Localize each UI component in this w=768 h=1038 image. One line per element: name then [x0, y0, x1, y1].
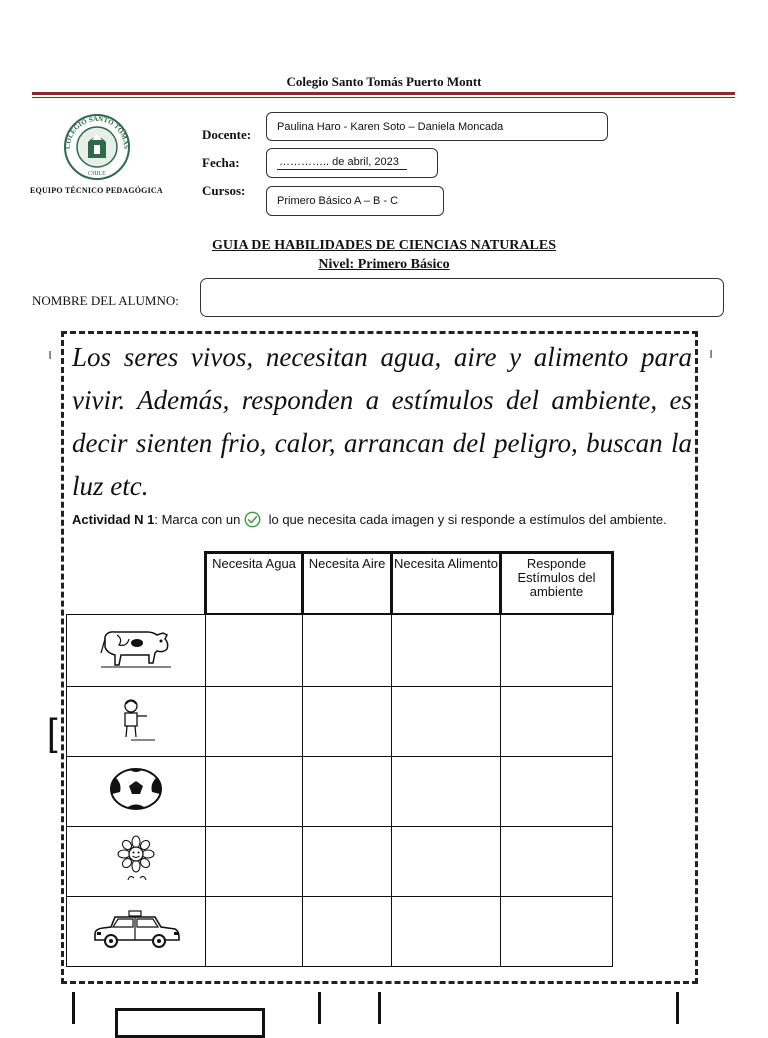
check-circle-icon	[244, 511, 261, 528]
row-image-cell	[67, 756, 206, 826]
table-row	[67, 686, 613, 756]
bottom-rule-3	[378, 992, 381, 1024]
cursos-label: Cursos:	[202, 183, 246, 198]
header-rule	[32, 92, 735, 98]
student-name-field[interactable]	[200, 278, 724, 317]
stray-mark-right: ı	[709, 345, 714, 362]
row-image-cell	[67, 896, 206, 966]
cell-agua[interactable]	[206, 614, 303, 686]
row-image-cell	[67, 614, 206, 686]
bottom-rule-4	[676, 992, 679, 1024]
row-image-cell	[67, 826, 206, 896]
cell-estimulos[interactable]	[501, 896, 613, 966]
school-title: Colegio Santo Tomás Puerto Montt	[286, 74, 482, 89]
bottom-rule-2	[318, 992, 321, 1024]
guide-title: GUIA DE HABILIDADES DE CIENCIAS NATURALES	[212, 238, 556, 253]
stray-mark-left: ı	[48, 346, 53, 363]
docente-label: Docente:	[202, 127, 252, 142]
cell-estimulos[interactable]	[501, 686, 613, 756]
logo-arc-text: COLEGIO SANTO TOMÁS	[63, 114, 131, 150]
bottom-box	[115, 1008, 265, 1038]
team-label: EQUIPO TÉCNICO PEDAGÓGICA	[30, 186, 163, 195]
row-image-cell	[67, 686, 206, 756]
cell-alimento[interactable]	[392, 896, 501, 966]
col-header-agua: Necesita Agua	[206, 553, 303, 615]
activity-instruction	[72, 511, 692, 528]
cell-alimento[interactable]	[392, 686, 501, 756]
cursos-field[interactable]	[266, 186, 444, 216]
docente-value: Paulina Haro - Karen Soto – Daniela Moncada	[277, 120, 504, 133]
table-header-row	[67, 553, 613, 615]
instruction-pre: : Marca con un	[154, 512, 241, 527]
cell-alimento[interactable]	[392, 614, 501, 686]
cell-aire[interactable]	[303, 686, 392, 756]
fecha-blank: …………..	[279, 156, 330, 168]
cell-alimento[interactable]	[392, 826, 501, 896]
cell-aire[interactable]	[303, 826, 392, 896]
fecha-field[interactable]	[266, 148, 438, 178]
school-logo	[50, 112, 144, 182]
table-row	[67, 826, 613, 896]
fecha-value-line	[277, 156, 407, 170]
fecha-label: Fecha:	[202, 155, 240, 170]
cursive-paragraph: Los seres vivos, necesitan agua, aire y alimento para vivir. Además, responden a estímulos del ambiente, es decir sienten frio, calor, arrancan del peligro, buscan la luz etc.	[72, 342, 692, 501]
child-icon	[111, 694, 161, 744]
bottom-rule-1	[72, 992, 75, 1024]
cell-estimulos[interactable]	[501, 756, 613, 826]
cell-agua[interactable]	[206, 896, 303, 966]
col-header-alimento: Necesita Alimento	[392, 553, 501, 615]
table-row	[67, 896, 613, 966]
table-row	[67, 756, 613, 826]
cell-aire[interactable]	[303, 614, 392, 686]
sunflower-icon	[114, 834, 158, 884]
col-header-estimulos: Responde Estímulos del ambiente	[501, 553, 613, 615]
fecha-value: de abril, 2023	[329, 156, 399, 168]
cell-alimento[interactable]	[392, 756, 501, 826]
instruction-post: lo que necesita cada imagen y si responde a estímulos del ambiente.	[264, 512, 667, 527]
cell-aire[interactable]	[303, 756, 392, 826]
cursos-value: Primero Básico A – B - C	[277, 195, 399, 207]
table-corner	[67, 553, 206, 615]
cow-icon	[97, 623, 175, 673]
soccer-ball-icon	[108, 766, 164, 812]
docente-field[interactable]	[266, 112, 608, 141]
activity-table	[66, 551, 614, 967]
cell-estimulos[interactable]	[501, 826, 613, 896]
logo-country-text: CHILE	[88, 171, 106, 177]
cell-agua[interactable]	[206, 826, 303, 896]
table-row	[67, 614, 613, 686]
cell-aire[interactable]	[303, 896, 392, 966]
cell-agua[interactable]	[206, 686, 303, 756]
guide-level: Nivel: Primero Básico	[318, 257, 450, 272]
cell-estimulos[interactable]	[501, 614, 613, 686]
stray-bracket: [	[47, 712, 58, 754]
car-icon	[91, 907, 181, 951]
col-header-aire: Necesita Aire	[303, 553, 392, 615]
student-name-label: NOMBRE DEL ALUMNO:	[32, 293, 179, 308]
activity-number: Actividad N 1	[72, 512, 155, 527]
cell-agua[interactable]	[206, 756, 303, 826]
